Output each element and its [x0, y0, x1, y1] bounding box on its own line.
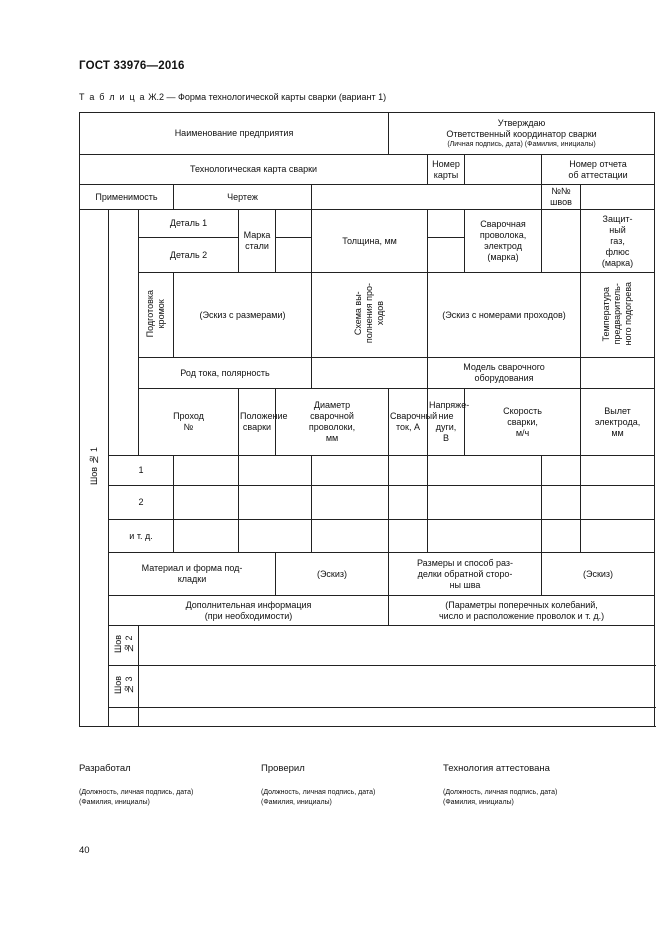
seams-number-value[interactable]	[581, 185, 655, 210]
equipment-model-label: Модель сварочного оборудования	[428, 358, 581, 389]
table-cell[interactable]	[174, 456, 239, 486]
wire-label: Сварочная проволока, электрод (марка)	[465, 210, 542, 273]
seam1-vertical-text: Шов № 1	[88, 447, 99, 486]
table-cell[interactable]	[428, 486, 542, 520]
steel-grade-value-1[interactable]	[276, 210, 312, 238]
oscillation-label: (Параметры поперечных колебаний, число и расположение проволок и т. д.)	[389, 596, 655, 626]
seam3-side-label	[109, 666, 139, 708]
edge-prep-text: Подготовка кромок	[145, 289, 166, 338]
table-cell[interactable]	[581, 456, 655, 486]
current-value[interactable]	[312, 358, 428, 389]
table-cell[interactable]	[581, 520, 655, 553]
signature-note: (Должность, личная подпись, дата) (Фамилия, инициалы)	[79, 789, 194, 806]
page-number: 40	[79, 845, 90, 856]
seam2-side-label	[109, 626, 139, 666]
table-cell[interactable]	[312, 456, 389, 486]
signature-certified	[443, 763, 613, 808]
preheat-text: Температура предваритель- ного подогрева	[601, 281, 634, 346]
seam2-area[interactable]	[139, 626, 655, 666]
approval-cell	[389, 113, 655, 155]
table-cell[interactable]	[239, 520, 312, 553]
thickness-label: Толщина, мм	[312, 210, 428, 273]
sketch-dims-label: (Эскиз с размерами)	[174, 273, 312, 358]
seams-number-label: №№ швов	[542, 185, 581, 210]
drawing-value[interactable]	[312, 185, 542, 210]
backing-material-label: Материал и форма под- кладки	[109, 553, 276, 596]
preheat-label	[581, 273, 655, 358]
equipment-model-value[interactable]	[581, 358, 655, 389]
table-cell[interactable]	[312, 486, 389, 520]
blank-seam-area[interactable]	[139, 708, 655, 727]
table-cell[interactable]	[239, 486, 312, 520]
signature-note: (Должность, личная подпись, дата) (Фамилия, инициалы)	[261, 789, 376, 806]
col-position-header: Положение сварки	[239, 389, 276, 456]
signature-developed	[79, 763, 249, 808]
blank-seam-label	[109, 708, 139, 727]
gas-label: Защит- ный газ, флюс (марка)	[581, 210, 655, 273]
seam3-vertical-text: Шов № 3	[112, 675, 134, 695]
col-pass-header: Проход №	[139, 389, 239, 456]
table-cell[interactable]	[389, 486, 428, 520]
signature-title: Разработал	[79, 763, 131, 774]
report-number-label: Номер отчета об аттестации	[542, 155, 655, 185]
signature-title: Технология аттестована	[443, 763, 550, 774]
approve-label: Утверждаю	[497, 118, 546, 128]
col-speed-header: Скорость сварки, м/ч	[465, 389, 581, 456]
welding-card-table	[79, 112, 655, 727]
table-cell[interactable]	[389, 520, 428, 553]
card-number-value[interactable]	[465, 155, 542, 185]
table-cell[interactable]	[542, 486, 581, 520]
seam3-area[interactable]	[139, 666, 655, 708]
enterprise-name-label: Наименование предприятия	[174, 128, 294, 138]
row-pass-1: 1	[109, 456, 174, 486]
backing-sizes-sketch-label: (Эскиз)	[542, 553, 655, 596]
table-cell[interactable]	[389, 456, 428, 486]
table-caption	[79, 92, 386, 102]
table-cell[interactable]	[174, 486, 239, 520]
sketch-passes-label: (Эскиз с номерами проходов)	[428, 273, 581, 358]
signature-checked	[261, 763, 431, 808]
standard-header: ГОСТ 33976—2016	[79, 60, 185, 72]
col-current-header: Сварочный ток, А	[389, 389, 428, 456]
enterprise-name-cell	[80, 113, 389, 155]
caption-text: Ж.2 — Форма технологической карты сварки (вариант 1)	[148, 92, 387, 102]
steel-grade-label: Марка стали	[239, 210, 276, 273]
table-cell[interactable]	[239, 456, 312, 486]
table-cell[interactable]	[542, 456, 581, 486]
backing-sizes-label: Размеры и способ раз- делки обратной сторо- ны шва	[389, 553, 542, 596]
signature-note: (Должность, личная подпись, дата) (Фамилия, инициалы)	[443, 789, 558, 806]
table-cell[interactable]	[428, 456, 542, 486]
signature-title: Проверил	[261, 763, 305, 774]
current-label: Род тока, полярность	[139, 358, 312, 389]
col-voltage-header: Напряже- ние дуги, В	[428, 389, 465, 456]
table-cell[interactable]	[581, 486, 655, 520]
table-cell[interactable]	[312, 520, 389, 553]
row-pass-2: 2	[109, 486, 174, 520]
drawing-label: Чертеж	[174, 185, 312, 210]
table-cell[interactable]	[174, 520, 239, 553]
steel-grade-value-2[interactable]	[276, 238, 312, 273]
row-pass-etc: и т. д.	[109, 520, 174, 553]
caption-prefix: Т а б л и ц а	[79, 92, 146, 102]
extra-info-label: Дополнительная информация (при необходимости)	[109, 596, 389, 626]
wire-value[interactable]	[542, 210, 581, 273]
passes-scheme-label	[312, 273, 428, 358]
backing-sketch-label: (Эскиз)	[276, 553, 389, 596]
card-title-cell	[80, 155, 428, 185]
col-stickout-header: Вылет электрода, мм	[581, 389, 655, 456]
card-number-label: Номер карты	[428, 155, 465, 185]
thickness-value-1[interactable]	[428, 210, 465, 238]
table-cell[interactable]	[428, 520, 542, 553]
seam1-side-label	[80, 210, 109, 727]
edge-prep-label	[139, 273, 174, 358]
table-cell[interactable]	[542, 520, 581, 553]
card-title-label: Технологическая карта сварки	[189, 164, 318, 174]
detail1-label: Деталь 1	[139, 210, 239, 238]
detail2-label: Деталь 2	[139, 238, 239, 273]
sign-hint: (Личная подпись, дата) (Фамилия, инициалы)	[447, 141, 596, 148]
coordinator-label: Ответственный координатор сварки	[446, 129, 597, 139]
applicability-label: Применимость	[80, 185, 174, 210]
thickness-value-2[interactable]	[428, 238, 465, 273]
blank-left-cell	[109, 210, 139, 456]
passes-scheme-text: Схема вы- полнения про- ходов	[353, 283, 385, 344]
col-wire-dia-header: Диаметр сварочной проволоки, мм	[276, 389, 389, 456]
seam2-vertical-text: Шов № 2	[112, 634, 134, 654]
